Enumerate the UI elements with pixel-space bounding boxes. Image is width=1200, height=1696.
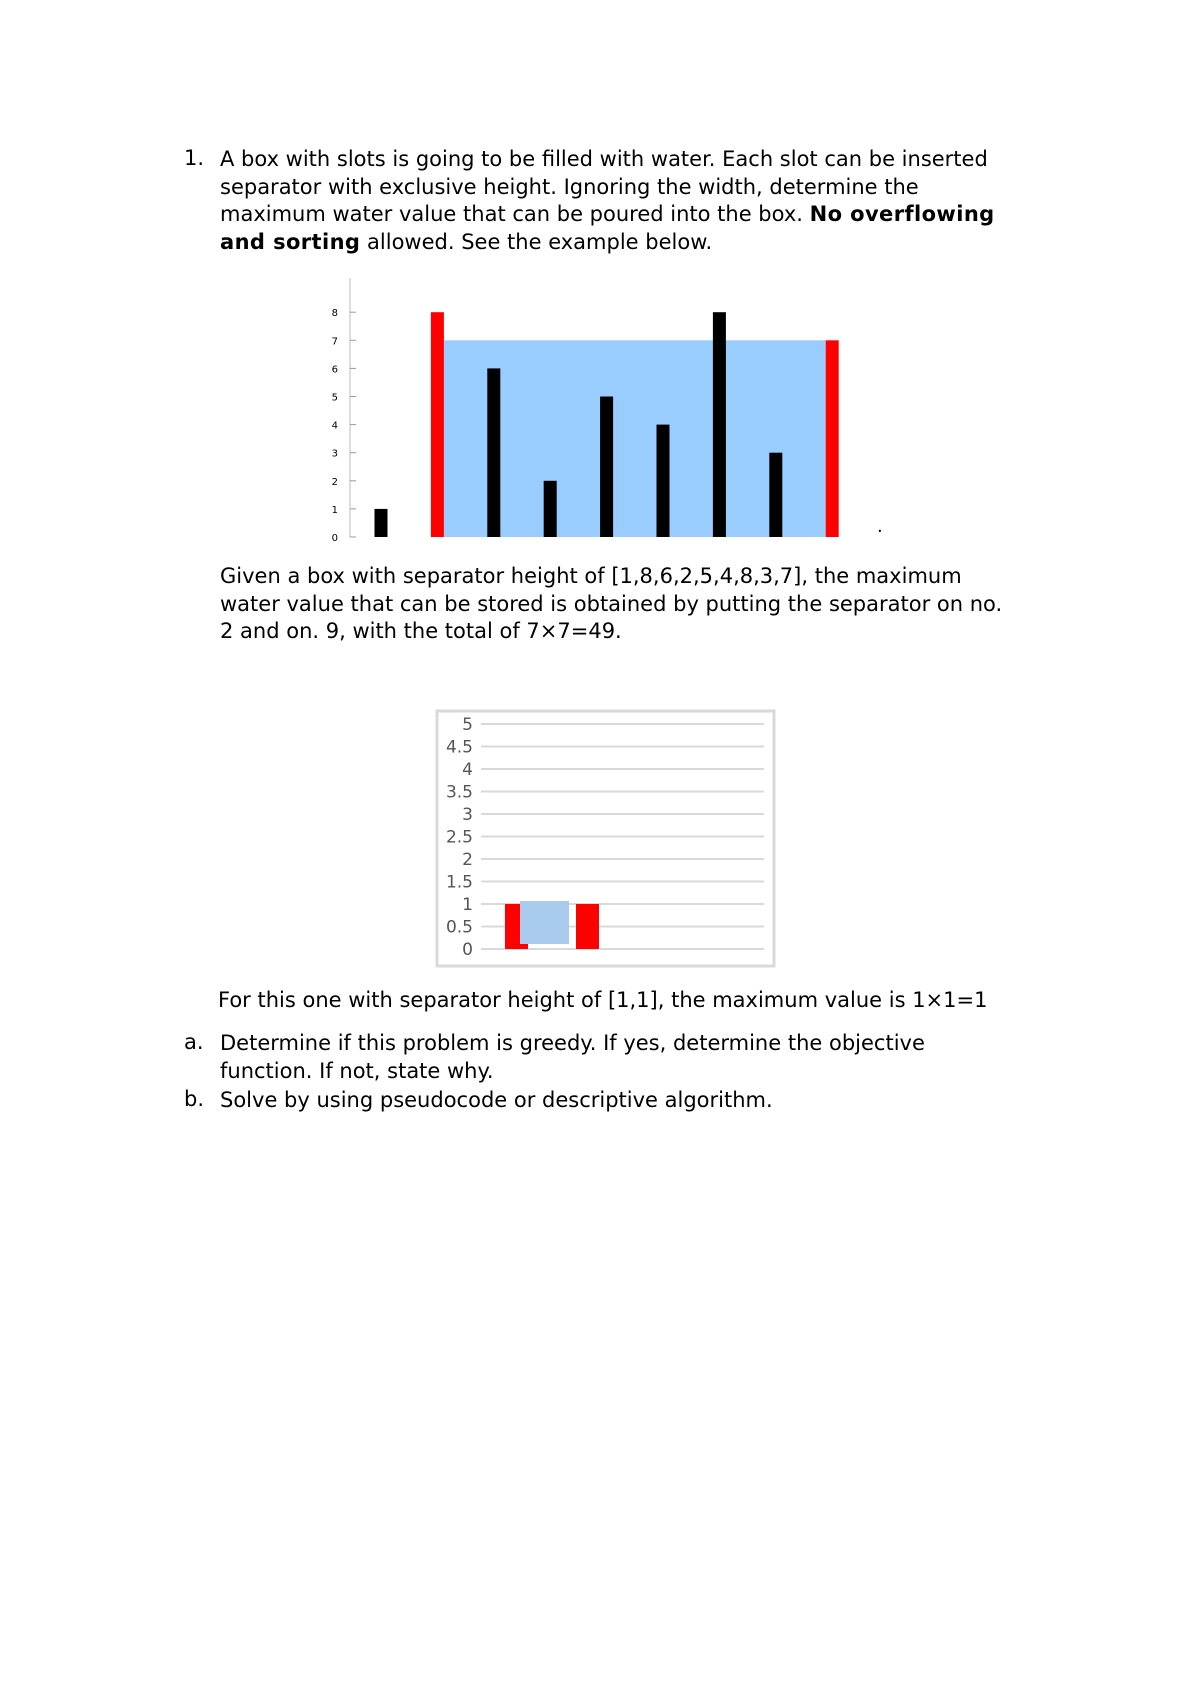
chart-1-y-tick-label: 1 xyxy=(331,504,338,516)
chart-2-y-tick-label: 5 xyxy=(462,715,473,735)
chart-2-frame xyxy=(437,711,774,966)
question-bold-and-sorting: and sorting xyxy=(220,229,361,254)
sub-question-a-line-2: function. If not, state why. xyxy=(220,1058,494,1083)
example-1-line-3: 2 and on. 9, with the total of 7×7=49. xyxy=(220,619,622,643)
chart-1-y-tick-label: 5 xyxy=(331,392,338,404)
chart-2-y-tick-label: 1 xyxy=(462,895,473,915)
sub-question-b-line-1: Solve by using pseudocode or descriptive algorithm. xyxy=(220,1088,773,1112)
question-line-1: A box with slots is going to be filled with water. Each slot can be inserted xyxy=(220,147,988,171)
chart-2-y-tick-label: 2.5 xyxy=(445,827,473,848)
example-1-line-2: water value that can be stored is obtained by putting the separator on no. xyxy=(220,591,1003,616)
chart-2-y-tick-label: 3 xyxy=(462,805,473,825)
sub-question-a-text xyxy=(220,1030,1120,1085)
chart-2-y-tick-label: 4 xyxy=(462,760,473,780)
sub-question-a-line-1: Determine if this problem is greedy. If yes, determine the objective xyxy=(220,1031,925,1055)
question-line-2: separator with exclusive height. Ignoring the width, determine the xyxy=(220,174,919,199)
chart-2-y-tick-label: 0 xyxy=(462,940,473,960)
question-number: 1. xyxy=(184,146,205,170)
chart-1-y-tick-label: 4 xyxy=(331,420,338,432)
chart-1-y-tick-label: 2 xyxy=(331,476,338,488)
chart-2-y-tick-label: 2 xyxy=(462,850,473,870)
chart-1-y-tick-label: 0 xyxy=(331,533,338,544)
chart-1-y-tick-label: 6 xyxy=(331,364,338,376)
question-bold-no-overflowing: No overflowing xyxy=(809,202,995,226)
chart-2-water-area xyxy=(520,901,569,944)
chart-2-y-tick-label: 3.5 xyxy=(445,782,473,803)
chart-2-y-tick-label: 0.5 xyxy=(445,917,473,938)
example-2-caption: For this one with separator height of [1,1], the maximum value is 1×1=1 xyxy=(218,988,988,1012)
sub-question-a-marker: a. xyxy=(184,1030,204,1054)
question-line-3-text: maximum water value that can be poured into the box. xyxy=(220,202,810,226)
chart-1-y-tick-label: 3 xyxy=(331,448,338,460)
sub-question-b-marker: b. xyxy=(184,1087,205,1111)
chart-2-y-tick-label: 4.5 xyxy=(445,737,473,758)
chart-trailing-dot: . xyxy=(877,516,883,537)
chart-1-y-tick-label: 7 xyxy=(331,336,338,348)
chart-2-y-tick-label: 1.5 xyxy=(445,872,473,893)
sub-question-b-text xyxy=(220,1087,1120,1115)
question-line-4-text: allowed. See the example below. xyxy=(360,229,713,254)
chart-1-y-tick-label: 8 xyxy=(331,308,338,320)
example-1-line-1: Given a box with separator height of [1,8,6,2,5,4,8,3,7], the maximum xyxy=(220,564,962,588)
chart-2-bar xyxy=(576,904,599,949)
